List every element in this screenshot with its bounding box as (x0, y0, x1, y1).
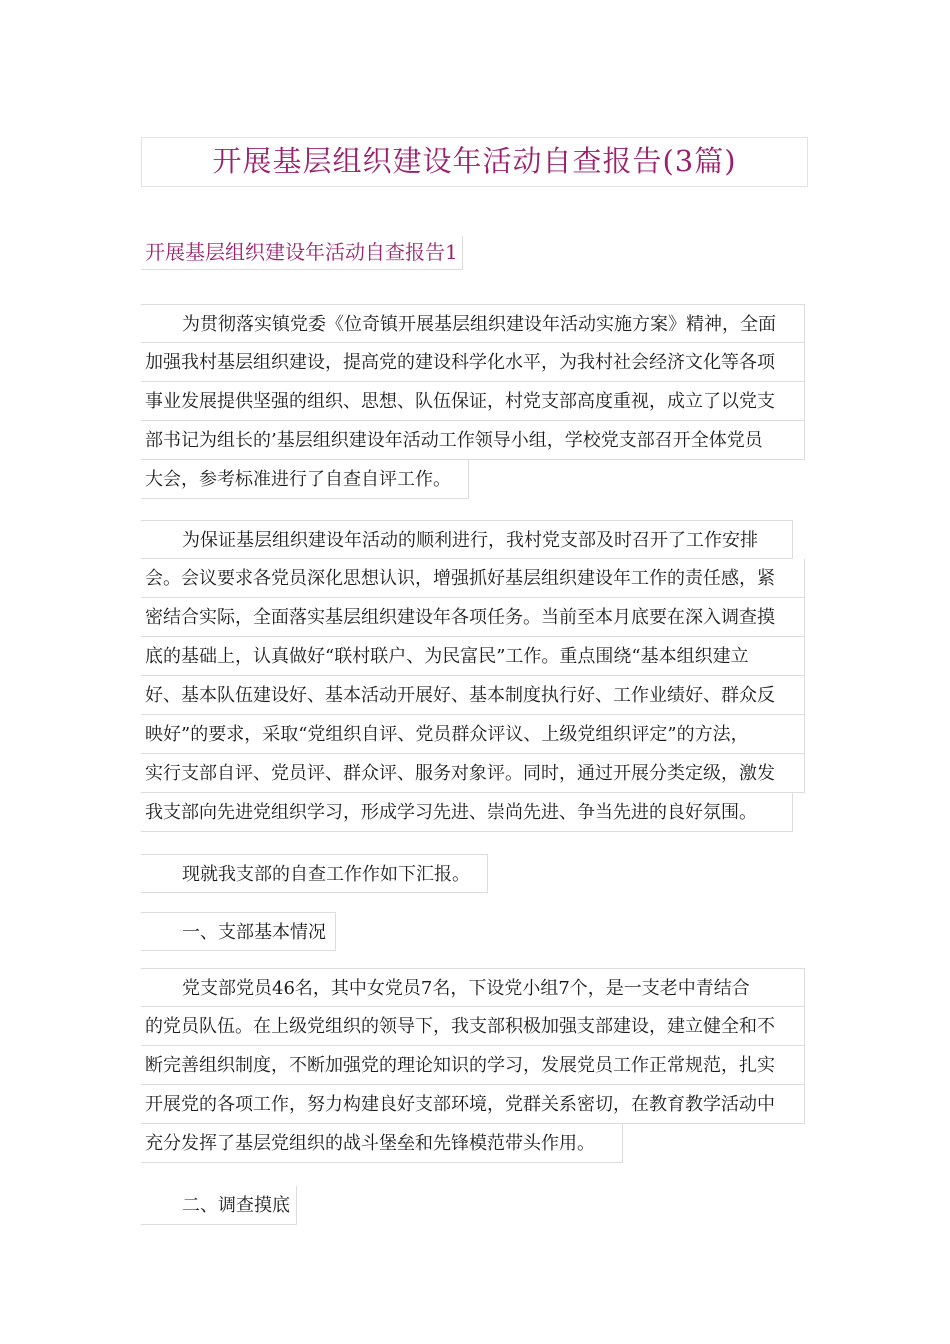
paragraph-4 (141, 968, 805, 1163)
document-title: 开展基层组织建设年活动自查报告(3篇) (141, 137, 808, 187)
paragraph-line: 党支部党员46名，其中女党员7名，下设党小组7个，是一支老中青结合 (141, 968, 805, 1007)
paragraph-line: 加强我村基层组织建设，提高党的建设科学化水平，为我村社会经济文化等各项 (141, 343, 805, 382)
paragraph-1 (141, 304, 805, 499)
paragraph-line: 开展党的各项工作，努力构建良好支部环境，党群关系密切，在教育教学活动中 (141, 1085, 805, 1124)
paragraph-line: 会。会议要求各党员深化思想认识，增强抓好基层组织建设年工作的责任感，紧 (141, 559, 805, 598)
paragraph-3 (141, 854, 488, 893)
paragraph-line: 现就我支部的自查工作作如下汇报。 (141, 854, 488, 893)
report-subtitle: 开展基层组织建设年活动自查报告1 (141, 236, 463, 270)
paragraph-line: 断完善组织制度，不断加强党的理论知识的学习，发展党员工作正常规范，扎实 (141, 1046, 805, 1085)
paragraph-2 (141, 520, 805, 832)
paragraph-line: 大会，参考标准进行了自查自评工作。 (141, 460, 469, 499)
paragraph-line: 事业发展提供坚强的组织、思想、队伍保证，村党支部高度重视，成立了以党支 (141, 382, 805, 421)
paragraph-line: 映好”的要求，采取“党组织自评、党员群众评议、上级党组织评定”的方法， (141, 715, 805, 754)
paragraph-line: 充分发挥了基层党组织的战斗堡垒和先锋模范带头作用。 (141, 1124, 623, 1163)
section-heading-text: 二、调查摸底 (141, 1186, 297, 1225)
paragraph-line: 为贯彻落实镇党委《位奇镇开展基层组织建设年活动实施方案》精神，全面 (141, 304, 805, 343)
section-2-heading (141, 1186, 297, 1225)
paragraph-line: 实行支部自评、党员评、群众评、服务对象评。同时，通过开展分类定级，激发 (141, 754, 805, 793)
section-heading-text: 一、支部基本情况 (141, 912, 336, 951)
paragraph-line: 的党员队伍。在上级党组织的领导下，我支部积极加强支部建设，建立健全和不 (141, 1007, 805, 1046)
paragraph-line: 我支部向先进党组织学习，形成学习先进、崇尚先进、争当先进的良好氛围。 (141, 793, 793, 832)
section-1-heading (141, 912, 336, 951)
paragraph-line: 底的基础上，认真做好“联村联户、为民富民”工作。重点围绕“基本组织建立 (141, 637, 805, 676)
paragraph-line: 好、基本队伍建设好、基本活动开展好、基本制度执行好、工作业绩好、群众反 (141, 676, 805, 715)
paragraph-line: 为保证基层组织建设年活动的顺利进行，我村党支部及时召开了工作安排 (141, 520, 793, 559)
paragraph-line: 密结合实际，全面落实基层组织建设年各项任务。当前至本月底要在深入调查摸 (141, 598, 805, 637)
paragraph-line: 部书记为组长的’基层组织建设年活动工作领导小组，学校党支部召开全体党员 (141, 421, 805, 460)
